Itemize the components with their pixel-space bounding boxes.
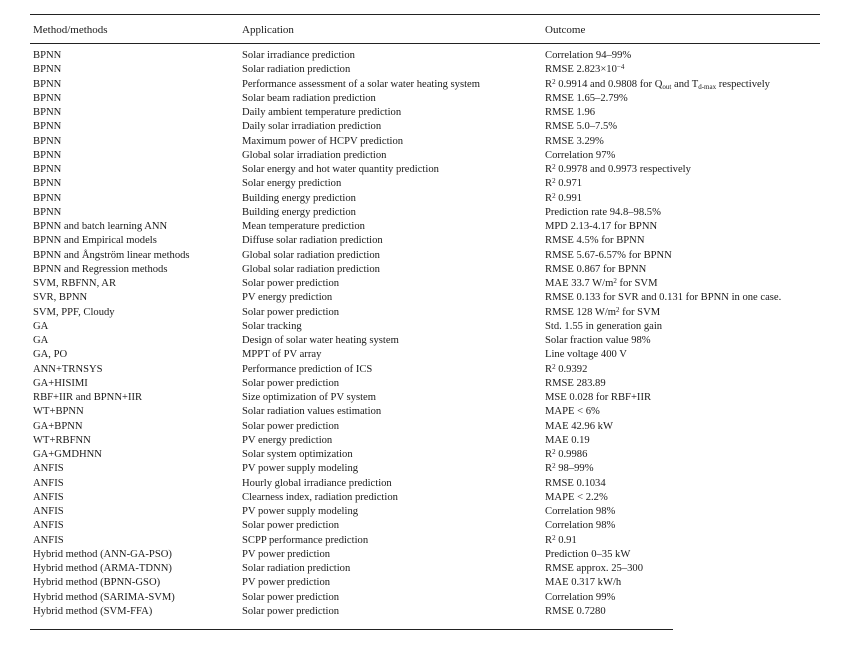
table-row	[0, 177, 850, 191]
cell-application: Size optimization of PV system	[242, 392, 376, 403]
cell-method: BPNN	[33, 206, 62, 218]
table-row	[0, 591, 850, 605]
cell-application: PV power prediction	[242, 577, 331, 589]
cell-application: Clearness index, radiation prediction	[242, 491, 398, 503]
cell-application: SCPP performance prediction	[242, 534, 369, 546]
cell-application: PV energy prediction	[242, 434, 333, 446]
cell-outcome: MAE 42.96 kW	[545, 420, 613, 432]
cell-application: Building energy prediction	[242, 192, 356, 204]
cell-method: GA+GMDHNN	[33, 449, 102, 460]
table-row	[0, 192, 850, 206]
table-row	[0, 491, 850, 505]
cell-outcome: Prediction rate 94.8–98.5%	[545, 206, 661, 218]
cell-application: Solar radiation prediction	[242, 64, 351, 76]
table-row	[0, 163, 850, 177]
cell-method: SVM, PPF, Cloudy	[33, 306, 115, 318]
cell-application: Solar system optimization	[242, 449, 353, 460]
cell-application: MPPT of PV array	[242, 349, 322, 361]
cell-method: ANFIS	[33, 534, 64, 546]
table-row	[0, 477, 850, 491]
cell-application: Diffuse solar radiation prediction	[242, 235, 383, 247]
cell-outcome: $R^2$ 0.991	[545, 191, 583, 204]
cell-outcome: RMSE 3.29%	[545, 135, 604, 147]
cell-outcome: RMSE 128 $W/m^2$ for SVM	[545, 305, 661, 318]
cell-application: Maximum power of HCPV prediction	[242, 135, 404, 147]
table-row	[0, 434, 850, 448]
cell-application: Building energy prediction	[242, 206, 356, 218]
cell-outcome: Correlation 98%	[545, 506, 616, 517]
cell-outcome: MAE 0.19	[545, 434, 590, 446]
cell-method: Hybrid method (ARMA-TDNN)	[33, 563, 172, 574]
cell-method: Hybrid method (SVM-FFA)	[33, 605, 153, 617]
cell-outcome: Prediction 0–35 kW	[545, 548, 631, 560]
cell-method: BPNN	[33, 121, 62, 133]
cell-method: RBF+IIR and BPNN+IIR	[33, 392, 143, 403]
cell-outcome: RMSE 1.65–2.79%	[545, 92, 628, 104]
cell-outcome: $R^2$ 0.9392	[545, 362, 588, 375]
cell-outcome: Correlation 99%	[545, 591, 616, 603]
table-row	[0, 519, 850, 533]
cell-application: Performance assessment of a solar water heating system	[242, 78, 480, 90]
table-row	[0, 291, 850, 305]
table-row	[0, 320, 850, 334]
cell-method: GA	[33, 320, 49, 332]
cell-application: PV power supply modeling	[242, 463, 359, 475]
table-top-rule	[30, 14, 820, 15]
cell-outcome: RMSE 0.1034	[545, 477, 606, 489]
cell-application: Daily ambient temperature prediction	[242, 107, 402, 118]
cell-method: ANFIS	[33, 491, 64, 503]
table-row	[0, 249, 850, 263]
cell-method: Hybrid method (BPNN-GSO)	[33, 577, 161, 589]
cell-method: BPNN	[33, 78, 62, 90]
table-row	[0, 534, 850, 548]
cell-method: BPNN and Regression methods	[33, 263, 168, 275]
cell-method: BPNN	[33, 64, 62, 76]
cell-outcome: Correlation 94–99%	[545, 50, 632, 61]
cell-application: PV power prediction	[242, 548, 331, 560]
cell-application: Solar power prediction	[242, 306, 340, 318]
table-row	[0, 391, 850, 405]
cell-method: Hybrid method (ANN-GA-PSO)	[33, 548, 172, 560]
table-row	[0, 405, 850, 419]
table-row	[0, 505, 850, 519]
cell-outcome: $R^2$ 0.91	[545, 533, 577, 546]
cell-application: Global solar radiation prediction	[242, 263, 380, 275]
cell-application: Solar power prediction	[242, 605, 340, 617]
cell-outcome: $R^2$ 0.9978 and 0.9973 respectively	[545, 163, 691, 175]
table-row	[0, 562, 850, 576]
table-row	[0, 306, 850, 320]
cell-method: GA+BPNN	[33, 420, 83, 432]
table-row	[0, 49, 850, 63]
cell-application: Design of solar water heating system	[242, 335, 399, 346]
cell-application: Solar power prediction	[242, 278, 340, 289]
column-header-outcome: Outcome	[545, 24, 586, 36]
cell-application: Global solar irradiation prediction	[242, 149, 387, 161]
cell-application: Solar tracking	[242, 320, 302, 332]
table-row	[0, 277, 850, 291]
table-row	[0, 234, 850, 248]
table-row	[0, 605, 850, 619]
cell-outcome: RMSE 5.67-6.57% for BPNN	[545, 249, 672, 261]
cell-outcome: RMSE $2.823\times 10^{-4}$	[545, 63, 625, 76]
cell-application: Solar power prediction	[242, 420, 340, 432]
column-header-method: Method/methods	[33, 24, 108, 36]
cell-application: Solar energy and hot water quantity prediction	[242, 164, 439, 175]
cell-outcome: RMSE 0.133 for SVR and 0.131 for BPNN in one case.	[545, 292, 782, 304]
cell-outcome: Correlation 98%	[545, 520, 616, 532]
cell-method: BPNN	[33, 192, 62, 204]
cell-method: BPNN and Ångström linear methods	[33, 249, 190, 261]
table-row	[0, 92, 850, 106]
table-row	[0, 448, 850, 462]
cell-method: ANFIS	[33, 520, 64, 532]
table-row	[0, 334, 850, 348]
cell-outcome: Solar fraction value 98%	[545, 335, 651, 346]
cell-method: BPNN	[33, 164, 62, 175]
table-row	[0, 135, 850, 149]
cell-application: Solar power prediction	[242, 591, 340, 603]
cell-application: Solar radiation prediction	[242, 563, 351, 574]
table-row	[0, 220, 850, 234]
cell-method: BPNN and Empirical models	[33, 235, 157, 247]
table-row	[0, 420, 850, 434]
cell-application: Solar energy prediction	[242, 178, 342, 190]
cell-outcome: RMSE 5.0–7.5%	[545, 121, 618, 133]
cell-outcome: RMSE 4.5% for BPNN	[545, 235, 645, 247]
cell-method: ANFIS	[33, 506, 64, 517]
cell-method: ANFIS	[33, 463, 64, 475]
cell-application: Solar beam radiation prediction	[242, 92, 376, 104]
cell-method: WT+RBFNN	[33, 434, 91, 446]
cell-application: Global solar radiation prediction	[242, 249, 380, 261]
cell-method: ANN+TRNSYS	[33, 363, 103, 375]
cell-method: BPNN	[33, 135, 62, 147]
table-row	[0, 263, 850, 277]
cell-application: PV energy prediction	[242, 292, 333, 304]
cell-outcome: MPD 2.13-4.17 for BPNN	[545, 221, 658, 232]
cell-outcome: $R^2$ 0.971	[545, 177, 583, 190]
cell-application: Performance prediction of ICS	[242, 363, 373, 375]
cell-method: WT+BPNN	[33, 406, 84, 418]
cell-outcome: RMSE 0.7280	[545, 605, 606, 617]
cell-method: ANFIS	[33, 477, 64, 489]
table-header-rule	[30, 43, 820, 44]
table-row	[0, 120, 850, 134]
cell-application: Solar power prediction	[242, 520, 340, 532]
cell-method: BPNN and batch learning ANN	[33, 221, 168, 232]
cell-outcome: RMSE 283.89	[545, 377, 606, 389]
cell-method: GA, PO	[33, 349, 68, 361]
cell-outcome: MSE 0.028 for RBF+IIR	[545, 392, 652, 403]
cell-outcome: RMSE 0.867 for BPNN	[545, 263, 647, 275]
table-bottom-rule	[30, 629, 673, 630]
cell-method: BPNN	[33, 178, 62, 190]
cell-method: BPNN	[33, 149, 62, 161]
cell-method: SVR, BPNN	[33, 292, 88, 304]
cell-outcome: $R^2$ 0.9986	[545, 448, 588, 460]
cell-application: Daily solar irradiation prediction	[242, 121, 382, 133]
cell-application: Solar power prediction	[242, 377, 340, 389]
cell-application: Solar irradiance prediction	[242, 50, 355, 61]
table-header	[0, 21, 850, 39]
cell-method: GA+HISIMI	[33, 377, 88, 389]
table-row	[0, 78, 850, 92]
cell-method: SVM, RBFNN, AR	[33, 278, 117, 289]
cell-outcome: MAE 0.317 kW/h	[545, 577, 622, 589]
cell-outcome: Correlation 97%	[545, 149, 616, 161]
cell-outcome: MAPE < 2.2%	[545, 491, 608, 503]
cell-method: BPNN	[33, 50, 62, 61]
table-row	[0, 377, 850, 391]
cell-application: Mean temperature prediction	[242, 221, 365, 232]
cell-outcome: RMSE approx. 25–300	[545, 563, 643, 574]
cell-outcome: MAPE < 6%	[545, 406, 600, 418]
table-row	[0, 348, 850, 362]
cell-application: Solar radiation values estimation	[242, 406, 382, 418]
table-row	[0, 548, 850, 562]
table-row	[0, 106, 850, 120]
table-row	[0, 462, 850, 476]
cell-application: Hourly global irradiance prediction	[242, 477, 392, 489]
cell-outcome: $R^2$ 0.9914 and 0.9808 for $Q_{out}$ and $T_{d-max}$ respectively	[545, 77, 770, 91]
table-row	[0, 206, 850, 220]
table-row	[0, 576, 850, 590]
cell-method: Hybrid method (SARIMA-SVM)	[33, 591, 175, 603]
column-header-application: Application	[242, 24, 294, 36]
table-row	[0, 149, 850, 163]
cell-outcome: RMSE 1.96	[545, 107, 596, 118]
cell-application: PV power supply modeling	[242, 506, 359, 517]
cell-method: BPNN	[33, 92, 62, 104]
table-row	[0, 363, 850, 377]
cell-outcome: Line voltage 400 V	[545, 349, 627, 361]
table-body	[0, 49, 850, 619]
cell-method: BPNN	[33, 107, 62, 118]
cell-method: GA	[33, 335, 49, 346]
cell-outcome: MAE 33.7 $W/m^2$ for SVM	[545, 277, 658, 289]
table-row	[0, 63, 850, 77]
cell-outcome: Std. 1.55 in generation gain	[545, 320, 663, 332]
cell-outcome: $R^2$ 98–99%	[545, 462, 594, 475]
